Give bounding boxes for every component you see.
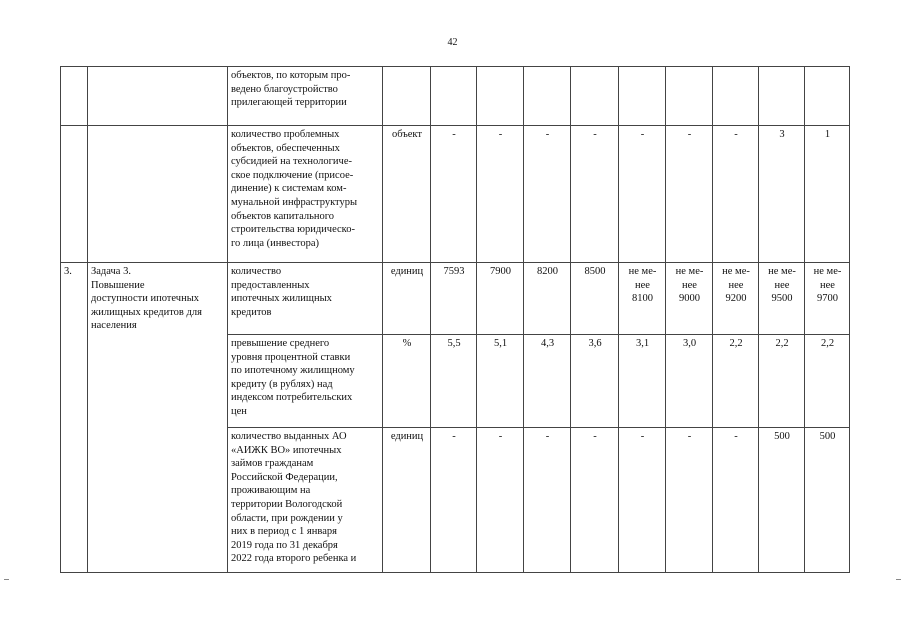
value-cell: 2,2 <box>713 335 759 428</box>
value-cell: - <box>477 126 524 263</box>
value-cell: 4,3 <box>524 335 571 428</box>
value-cell: 5,1 <box>477 335 524 428</box>
value-cell <box>713 67 759 126</box>
value-cell: - <box>431 428 477 573</box>
value-cell <box>524 67 571 126</box>
scan-mark-right <box>896 579 901 580</box>
value-cell: не ме- нее 8100 <box>619 263 666 335</box>
value-cell <box>571 67 619 126</box>
value-cell: - <box>713 126 759 263</box>
value-cell: - <box>713 428 759 573</box>
value-cell: - <box>524 428 571 573</box>
value-cell: 3,6 <box>571 335 619 428</box>
value-cell: не ме- нее 9200 <box>713 263 759 335</box>
value-cell: 3,1 <box>619 335 666 428</box>
value-cell: 500 <box>759 428 805 573</box>
unit-cell: % <box>383 335 431 428</box>
unit-cell: объект <box>383 126 431 263</box>
value-cell <box>666 67 713 126</box>
value-cell <box>805 67 850 126</box>
value-cell: не ме- нее 9000 <box>666 263 713 335</box>
unit-cell <box>383 67 431 126</box>
table-row <box>61 126 850 263</box>
value-cell: - <box>524 126 571 263</box>
value-cell <box>431 67 477 126</box>
value-cell: 2,2 <box>805 335 850 428</box>
value-cell: 3 <box>759 126 805 263</box>
value-cell: 1 <box>805 126 850 263</box>
value-cell: 7900 <box>477 263 524 335</box>
value-cell <box>759 67 805 126</box>
indicator-cell: количество проблемных объектов, обеспеченных субсидией на технологиче- ское подключение (присое- динение) к системам ком- мунальной инфраструктуры объектов капитального строительства юридическо- го лица (инвестора) <box>228 126 383 263</box>
page-number: 42 <box>447 37 458 48</box>
row-number-cell <box>61 126 88 263</box>
value-cell: - <box>571 126 619 263</box>
indicator-cell: количество предоставленных ипотечных жилищных кредитов <box>228 263 383 335</box>
value-cell: - <box>619 126 666 263</box>
value-cell: - <box>477 428 524 573</box>
value-cell: 5,5 <box>431 335 477 428</box>
value-cell: - <box>431 126 477 263</box>
value-cell: 8200 <box>524 263 571 335</box>
task-cell <box>88 126 228 263</box>
value-cell: - <box>666 126 713 263</box>
value-cell: 3,0 <box>666 335 713 428</box>
indicator-cell: превышение среднего уровня процентной ставки по ипотечному жилищному кредиту (в рублях) над индексом потребительских цен <box>228 335 383 428</box>
scan-mark-left <box>4 579 9 580</box>
value-cell <box>477 67 524 126</box>
value-cell: не ме- нее 9500 <box>759 263 805 335</box>
value-cell: не ме- нее 9700 <box>805 263 850 335</box>
value-cell: 2,2 <box>759 335 805 428</box>
task-cell: Задача 3. Повышение доступности ипотечных жилищных кредитов для населения <box>88 263 228 573</box>
indicator-cell: объектов, по которым про- ведено благоустройство прилегающей территории <box>228 67 383 126</box>
value-cell: 7593 <box>431 263 477 335</box>
unit-cell: единиц <box>383 263 431 335</box>
value-cell <box>619 67 666 126</box>
indicator-cell: количество выданных АО «АИЖК ВО» ипотечных займов гражданам Российской Федерации, проживающим на территории Вологодской области, при рождении у них в период с 1 января 2019 года по 31 декабря 2022 года второго ребенка и <box>228 428 383 573</box>
indicators-table <box>60 66 850 573</box>
value-cell: - <box>666 428 713 573</box>
value-cell: - <box>619 428 666 573</box>
table-row <box>61 67 850 126</box>
unit-cell: единиц <box>383 428 431 573</box>
row-number-cell: 3. <box>61 263 88 573</box>
table-row <box>61 263 850 335</box>
value-cell: 8500 <box>571 263 619 335</box>
value-cell: - <box>571 428 619 573</box>
value-cell: 500 <box>805 428 850 573</box>
row-number-cell <box>61 67 88 126</box>
task-cell <box>88 67 228 126</box>
